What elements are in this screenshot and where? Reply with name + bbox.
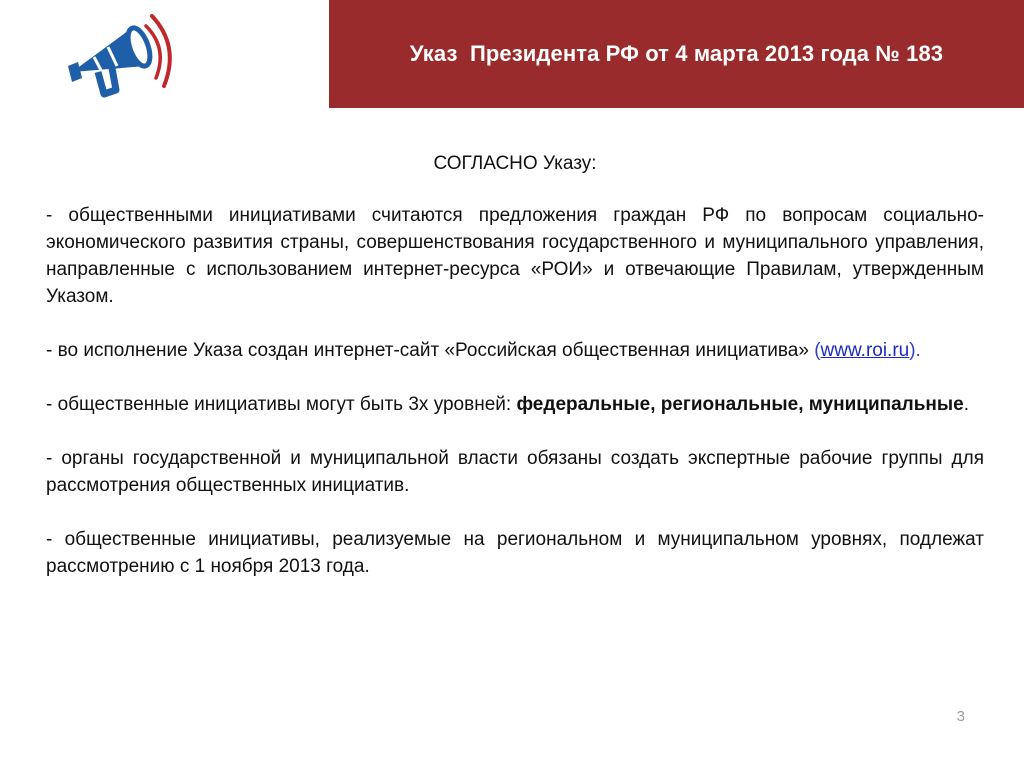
link-open-paren: (	[814, 340, 821, 361]
subtitle: СОГЛАСНО Указу:	[433, 153, 597, 174]
link-close-paren: ).	[909, 340, 921, 361]
slide-title: Указ Президента РФ от 4 марта 2013 года № 183	[409, 41, 944, 66]
paragraph-levels-text: - общественные инициативы могут быть 3х уровней:	[46, 394, 517, 415]
paragraph-website	[46, 337, 984, 364]
levels-list: федеральные, региональные, муниципальные	[516, 394, 964, 415]
paragraph-website-text: - во исполнение Указа создан интернет-сайт «Российская общественная инициатива»	[46, 340, 809, 361]
paragraph-definition: - общественными инициативами считаются предложения граждан РФ по вопросам социально-экономического развития страны, совершенствования государственного и муниципального управления, направленные с использованием интернет-ресурса «РОИ» и отвечающие Правилам, утвержденным Указом.	[46, 205, 984, 307]
megaphone-logo	[64, 8, 188, 108]
page-number: 3	[956, 708, 965, 725]
paragraph-levels	[46, 391, 984, 418]
paragraph-review-date: - общественные инициативы, реализуемые на региональном и муниципальном уровнях, подлежат рассмотрению с 1 ноября 2013 года.	[46, 529, 984, 577]
title-banner	[329, 0, 1024, 108]
slide-content	[46, 150, 984, 607]
paragraph-working-groups: - органы государственной и муниципальной власти обязаны создать экспертные рабочие группы для рассмотрения общественных инициатив.	[46, 448, 984, 496]
megaphone-icon	[64, 8, 188, 108]
roi-website-link[interactable]: www.roi.ru	[820, 340, 910, 361]
paragraph-levels-end: .	[963, 394, 969, 415]
